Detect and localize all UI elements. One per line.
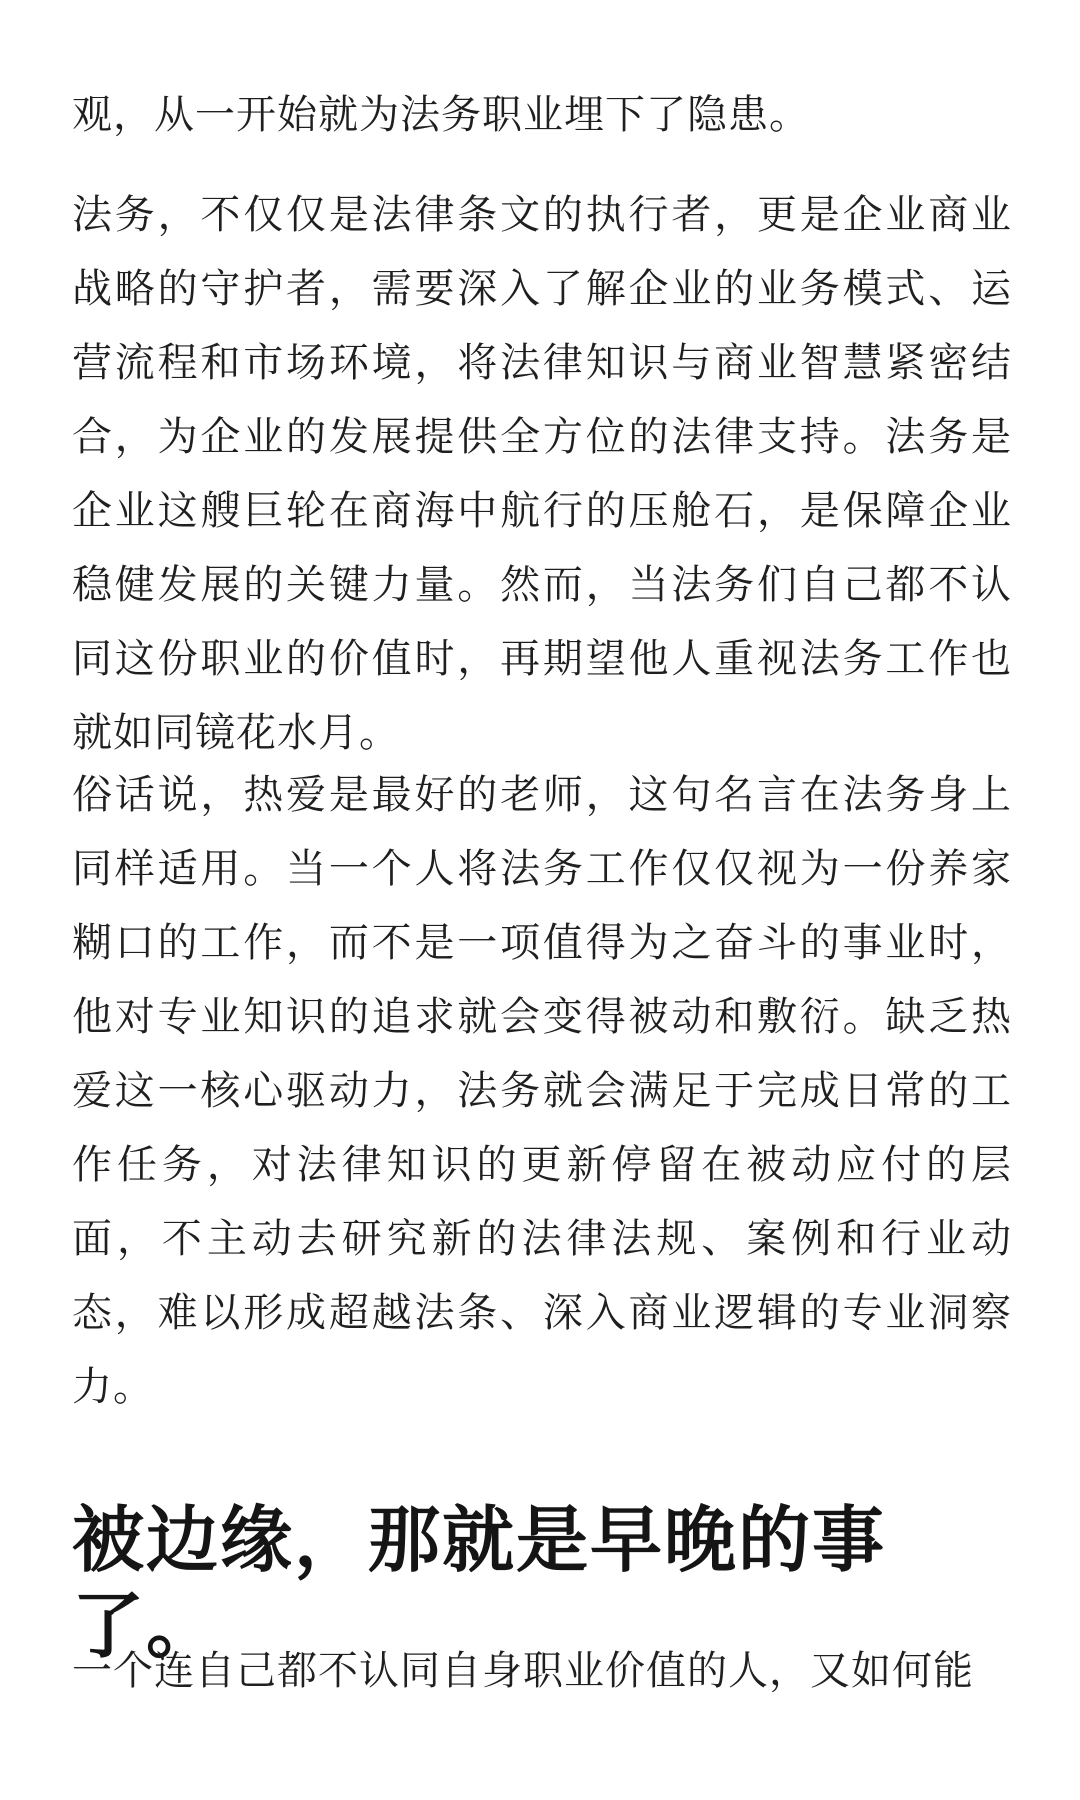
paragraph-4: 一个连自己都不认同自身职业价值的人，又如何能 (72, 1648, 974, 1694)
section-heading: 被边缘，那就是早晚的事了。 (72, 1497, 887, 1668)
paragraph-3: 俗话说，热爱是最好的老师，这句名言在法务身上同样适用。当一个人将法务工作仅仅视为一份养家糊口的工作，而不是一项值得为之奋斗的事业时，他对专业知识的追求就会变得被动和敷衍。缺乏热爱这一核心驱动力，法务就会满足于完成日常的工作任务，对法律知识的更新停留在被动应付的层面，不主动去研究新的法律法规、案例和行业动态，难以形成超越法条、深入商业逻辑的专业洞察力。 (72, 772, 1012, 1410)
paragraph-1: 观，从一开始就为法务职业埋下了隐患。 (72, 92, 810, 138)
paragraph-2: 法务，不仅仅是法律条文的执行者，更是企业商业战略的守护者，需要深入了解企业的业务模式、运营流程和市场环境，将法律知识与商业智慧紧密结合，为企业的发展提供全方位的法律支持。法务是企业这艘巨轮在商海中航行的压舱石，是保障企业稳健发展的关键力量。然而，当法务们自己都不认同这份职业的价值时，再期望他人重视法务工作也就如同镜花水月。 (72, 192, 1012, 756)
